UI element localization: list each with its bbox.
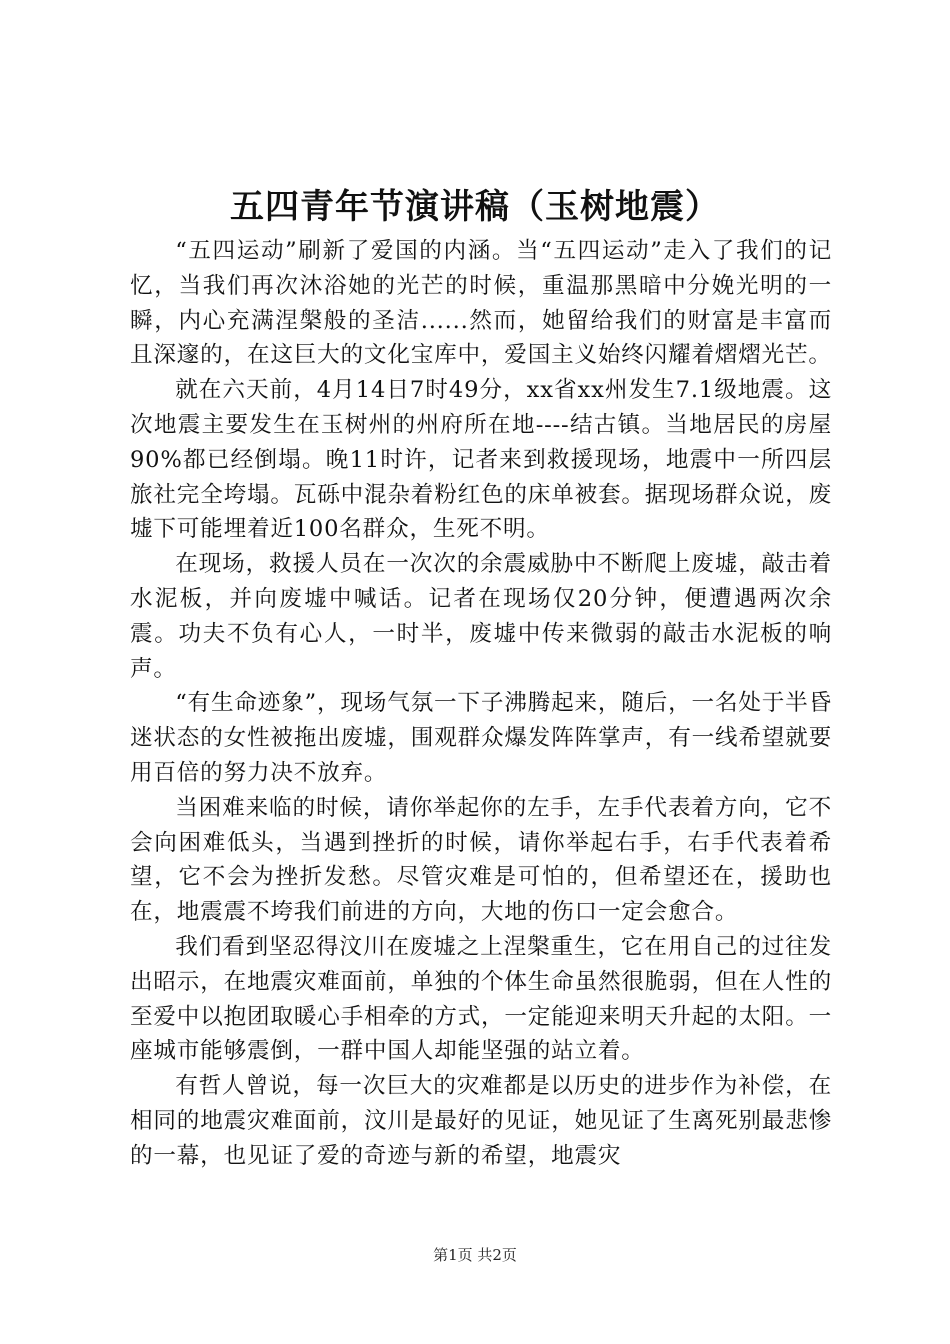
page-number-footer: 第1页 共2页 — [433, 1246, 517, 1264]
paragraph-7: 有哲人曾说，每一次巨大的灾难都是以历史的进步作为补偿，在相同的地震灾难面前，汶川是最好的见证，她见证了生离死别最悲惨的一幕，也见证了爱的奇迹与新的希望，地震灾 — [130, 1073, 832, 1169]
paragraph-5: 当困难来临的时候，请你举起你的左手，左手代表着方向，它不会向困难低头，当遇到挫折的时候，请你举起右手，右手代表着希望，它不会为挫折发愁。尽管灾难是可怕的，但希望还在，援助也在，地震震不垮我们前进的方向，大地的伤口一定会愈合。 — [130, 794, 832, 926]
paragraph-2: 就在六天前，4月14日7时49分，xx省xx州发生7.1级地震。这次地震主要发生在玉树州的州府所在地----结古镇。当地居民的房屋90%都已经倒塌。晚11时许，记者来到救援现场，地震中一所四层旅社完全垮塌。瓦砾中混杂着粉红色的床单被套。据现场群众说，废墟下可能埋着近100名群众，生死不明。 — [130, 377, 832, 543]
paragraph-6: 我们看到坚忍得汶川在废墟之上涅槃重生，它在用自己的过往发出昭示，在地震灾难面前，单独的个体生命虽然很脆弱，但在人性的至爱中以抱团取暖心手相牵的方式，一定能迎来明天升起的太阳。一座城市能够震倒，一群中国人却能坚强的站立着。 — [130, 933, 832, 1065]
paragraph-1: “五四运动”刷新了爱国的内涵。当“五四运动”走入了我们的记忆，当我们再次沐浴她的光芒的时候，重温那黑暗中分娩光明的一瞬，内心充满涅槃般的圣洁......然而，她留给我们的财富是丰富而且深邃的，在这巨大的文化宝库中，爱国主义始终闪耀着熠熠光芒。 — [130, 238, 832, 369]
document-body — [130, 234, 832, 1174]
paragraph-3: 在现场，救援人员在一次次的余震威胁中不断爬上废墟，敲击着水泥板，并向废墟中喊话。记者在现场仅20分钟，便遭遇两次余震。功夫不负有心人，一时半，废墟中传来微弱的敲击水泥板的响声。 — [130, 551, 832, 682]
document-title: 五四青年节演讲稿（玉树地震） — [230, 187, 720, 227]
paragraph-4: “有生命迹象”，现场气氛一下子沸腾起来，随后，一名处于半昏迷状态的女性被拖出废墟，围观群众爆发阵阵掌声，有一线希望就要用百倍的努力决不放弃。 — [130, 690, 832, 786]
